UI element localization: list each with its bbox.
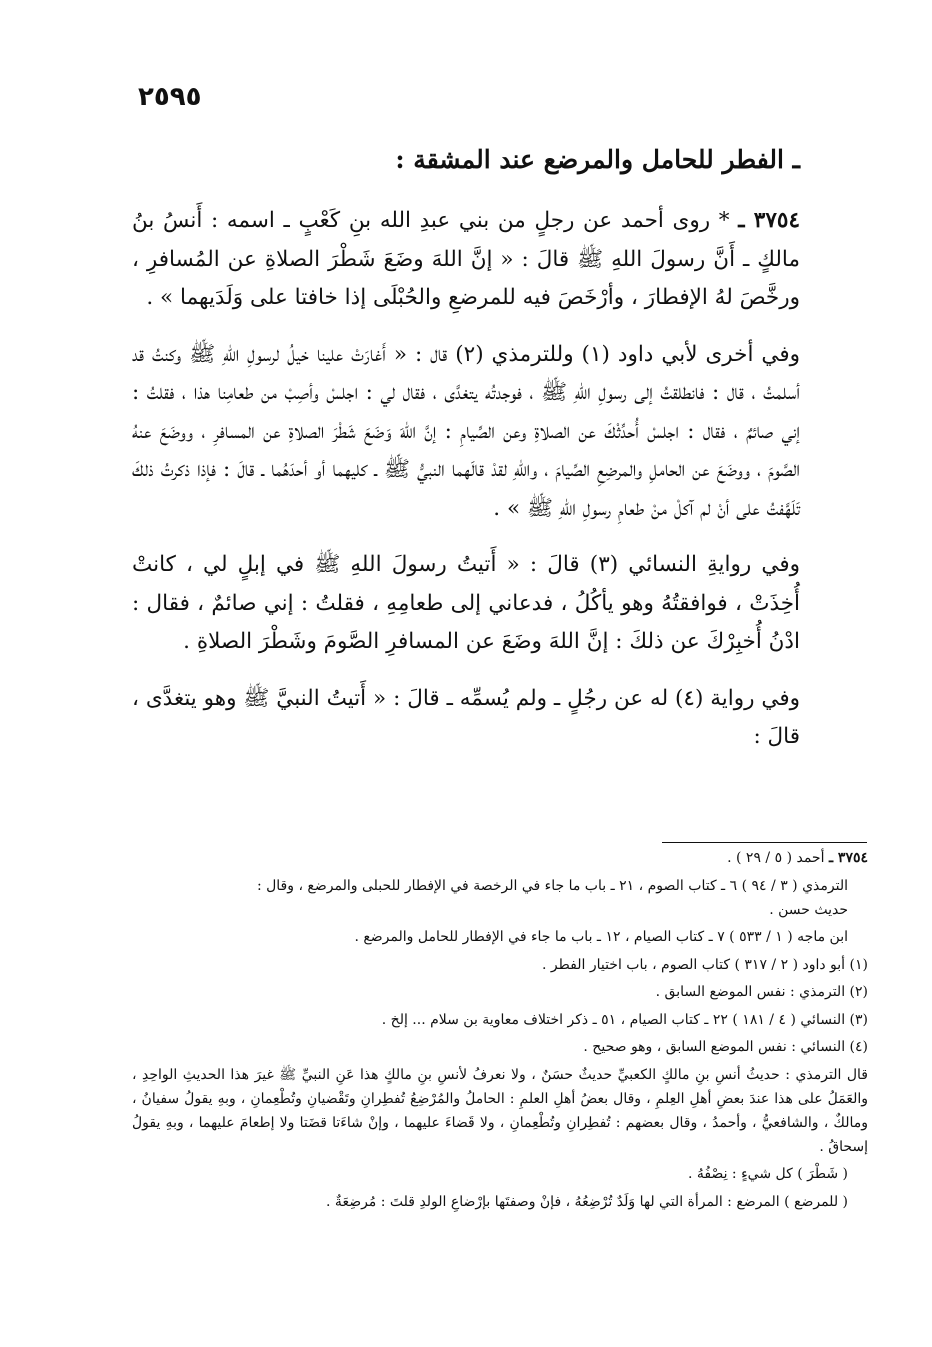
narration-paragraph: وفي أخرى لأبي داود (١) وللترمذي (٢) قال : « أَغارَتْ علينا خيلُ لرسولِ اللهِ ﷺ وكنتُ قد أسلمتُ ، قال : فانطلقتُ إلى رسولِ اللهِ ﷺ ، فوجدتُه يتغدَّى ، فقال لي : اجلسْ وأصِبْ من طعامِنا هذا ، فقلتُ : إني صائمٌ ، فقال : اجلسْ أُحدِّثْكَ عن الصلاةِ وعن الصِّيامِ : إنَّ اللهَ وَضَعَ شَطْرَ الصلاةِ عن المسافرِ ، ووضَعَ عنهُ الصَّومَ ، ووضَعَ عن الحاملِ والمرضِعِ الصِّيامَ ، واللهِ لقدْ قالَهما النبيُّ ﷺ ـ كليهما أو أحدَهُما ـ قالَ : فإذا ذكرتُ ذلكَ تَلَهَّفتُ على أنْ لم آكلْ منْ طعامِ رسولِ اللهِ ﷺ » .: [132, 341, 800, 521]
footnote: ( للمرضع ) المرضع : المرأة التي لها وَلَدٌ تُرْضِعُهُ ، فإنْ وصفتَها بإرْضاعِ الولدِ قلتَ : مُرضِعَةٌ .: [326, 1193, 848, 1210]
footnote: (٣) النسائي ( ٤ / ١٨١ ) ٢٢ ـ كتاب الصيام ، ٥١ ـ ذكر اختلاف معاوية بن سلام ... إلخ .: [381, 1011, 868, 1028]
main-text: [132, 140, 800, 757]
footnote: الترمذي ( ٣ / ٩٤ ) ٦ ـ كتاب الصوم ، ٢١ ـ باب ما جاء في الرخصة في الإفطار للحبلى والمرضع ، وقال :: [256, 877, 848, 894]
footnote: ( شَطْرَ ) كل شيءٍ : نِصْفُهُ .: [687, 1166, 848, 1182]
footnote: (٤) النسائي : نفس الموضع السابق ، وهو صحيح .: [583, 1039, 868, 1055]
footnote: [132, 846, 868, 870]
footnote: (٢) الترمذي : نفس الموضع السابق .: [655, 984, 868, 1000]
footnotes: [132, 846, 868, 1217]
footnote-number: ٣٧٥٤ ـ: [828, 850, 868, 866]
hadith-text: * روى أحمد عن رجلٍ من بني عبدِ الله بنِ كَعْبٍ ـ اسمه : أَنسُ بنُ مالكٍ ـ أَنَّ رسولَ اللهِ ﷺ قالَ : « إنَّ اللهَ وضَعَ شَطْرَ الصلاةِ عن المُسافرِ ، ورخَّصَ لهُ الإفطارَ ، وأرْخَصَ فيه للمرضعِ والحُبْلَى إذا خافتا على وَلَدَيهما » .: [132, 208, 800, 310]
footnote: قال الترمذي : حديثُ أنسِ بنِ مالكٍ الكعبيِّ حديثٌ حسَنٌ ، ولا نعرفُ لأنسِ بنِ مالكٍ هذا عَنِ النبيِّ ﷺ غيرَ هذا الحديثِ الواحِدِ ، والعَمَلُ على هذا عندَ بعضِ أهلِ العِلمِ ، وقال بعضُ أهلِ العلمِ : الحاملُ والمُرْضِعُ تُفطِرانِ وتَقْضيانِ وتُطْعِمانِ ، وبهِ يقولُ سفيانُ ، ومالكٌ ، والشافعيُّ ، وأحمدُ ، وقال بعضهم : تُفطِرانِ وتُطْعِمانِ ، ولا قَضاءَ عليهما ، وإنْ شاءَتا قضَتا ولا إطعامَ عليهما ، وبهِ يقولُ إسحاقُ .: [132, 1066, 868, 1155]
hadith-number: ٣٧٥٤ ـ: [738, 208, 800, 233]
page-number: ٢٥٩٥: [138, 82, 202, 112]
narration-paragraph: وفي رواية (٤) له عن رجُلٍ ـ ولم يُسمِّه ـ قالَ : « أَتيتُ النبيَّ ﷺ وهو يتغدَّى ، قالَ :: [132, 685, 800, 749]
footnote-divider: [662, 842, 867, 843]
section-heading: ـ الفطر للحامل والمرضع عند المشقة :: [395, 145, 800, 174]
footnote: (١) أبو داود ( ٢ / ٣١٧ ) كتاب الصوم ، باب اختيار الفطر .: [542, 956, 868, 973]
footnote-text: أحمد ( ٥ / ٢٩ ) .: [727, 850, 825, 866]
footnote: ابن ماجه ( ١ / ٥٣٣ ) ٧ ـ كتاب الصيام ، ١٢ ـ باب ما جاء في الإفطار للحامل والمرضع .: [354, 929, 848, 945]
narration-paragraph: وفي روايةِ النسائي (٣) قالَ : « أَتيتُ رسولَ اللهِ ﷺ في إبلٍ لي ، كانتْ أُخِذَتْ ، فوافقتُهُ وهو يأكُلُ ، فدعاني إلى طعامِهِ ، فقلتُ : إني صائمٌ ، فقال : ادْنُ أُخبِرْكَ عن ذلكَ : إنَّ اللهَ وضَعَ عن المسافرِ الصَّومَ وشَطْرَ الصلاةِ .: [132, 552, 800, 654]
hadith-paragraph: [132, 202, 800, 318]
footnote: حديث حسن .: [769, 901, 848, 918]
